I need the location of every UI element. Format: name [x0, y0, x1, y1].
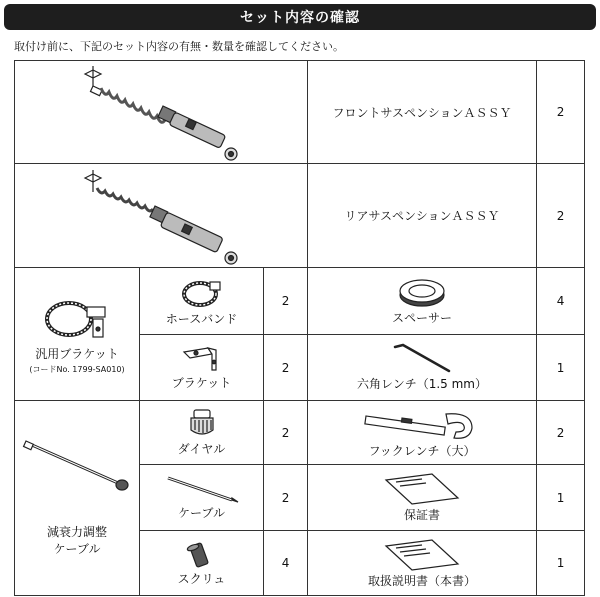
bracket-icon [180, 344, 224, 374]
hook-wrench-qty: 2 [556, 425, 565, 440]
screw-label: スクリュ [177, 571, 226, 586]
cable-label: ケーブル [178, 506, 225, 520]
rear-suspension-qty: 2 [556, 208, 565, 223]
hook-wrench-qty-cell [537, 401, 585, 465]
cable-qty-cell [264, 465, 308, 531]
coilover-rear-icon [71, 166, 251, 266]
table-row [15, 401, 585, 465]
hex-wrench-icon [387, 343, 457, 375]
screw-icon [185, 540, 219, 570]
dial-icon [185, 408, 219, 440]
hook-wrench-cell [308, 401, 537, 465]
dial-cell [140, 401, 264, 465]
cable-group-title-line1: 減衰力調整 [46, 525, 107, 539]
hose-clamp-bracket-icon [37, 293, 117, 345]
hose-band-label: ホースバンド [165, 311, 238, 326]
cable-cell [140, 465, 264, 531]
front-suspension-qty-cell [537, 61, 585, 164]
hose-band-qty-cell [264, 268, 308, 335]
bracket-group-cell [15, 268, 140, 401]
rear-suspension-qty-cell [537, 164, 585, 268]
manual-qty-cell [537, 531, 585, 596]
hook-wrench-label: フックレンチ（大） [368, 444, 476, 458]
cable-group-cell [15, 401, 140, 596]
front-suspension-label: フロントサスペンションＡＳＳＹ [332, 105, 512, 120]
spacer-label: スペーサー [392, 310, 453, 325]
cable-icon [162, 474, 242, 504]
front-suspension-name-cell [308, 61, 537, 164]
rear-suspension-name-cell [308, 164, 537, 268]
manual-cell [308, 531, 537, 596]
warranty-qty-cell [537, 465, 585, 531]
screw-cell [140, 531, 264, 596]
cable-qty: 2 [281, 490, 290, 505]
manual-document-icon [382, 538, 462, 572]
spacer-qty: 4 [556, 294, 565, 308]
screw-qty-cell [264, 531, 308, 596]
hex-wrench-qty: 1 [556, 360, 565, 375]
front-suspension-image-cell [15, 61, 308, 164]
dial-qty-cell [264, 401, 308, 465]
spacer-qty-cell [537, 268, 585, 335]
hex-wrench-cell [308, 335, 537, 401]
front-suspension-qty: 2 [556, 105, 565, 119]
hex-wrench-qty-cell [537, 335, 585, 401]
bracket-group-code: (コードNo. 1799-SA010) [29, 365, 125, 374]
parts-table [14, 60, 585, 596]
bracket-qty-cell [264, 335, 308, 401]
bracket-label: ブラケット [171, 376, 232, 390]
spacer-ring-icon [397, 277, 447, 309]
bracket-qty: 2 [281, 360, 290, 375]
instruction-text: 取付け前に、下記のセット内容の有無・数量を確認してください。 [14, 40, 344, 53]
warranty-qty: 1 [556, 490, 565, 505]
coilover-front-icon [71, 62, 251, 162]
dial-label: ダイヤル [177, 442, 226, 456]
table-row [15, 164, 585, 268]
warranty-document-icon [382, 472, 462, 506]
hex-wrench-label: 六角レンチ（1.5 mm） [357, 377, 487, 391]
spacer-cell [308, 268, 537, 335]
table-row [15, 268, 585, 335]
hose-band-icon [180, 276, 224, 310]
hook-wrench-icon [362, 406, 482, 442]
bracket-cell [140, 335, 264, 401]
hose-band-qty: 2 [281, 294, 290, 308]
rear-suspension-label: リアサスペンションＡＳＳＹ [344, 209, 500, 223]
bracket-group-title: 汎用ブラケット [35, 347, 119, 361]
screw-qty: 4 [281, 556, 290, 570]
warranty-cell [308, 465, 537, 531]
rear-suspension-image-cell [15, 164, 308, 268]
header-title: セット内容の確認 [240, 10, 360, 26]
table-row [15, 61, 585, 164]
warranty-label: 保証書 [404, 508, 441, 522]
dial-qty: 2 [281, 425, 290, 440]
section-header [4, 4, 596, 30]
hose-band-cell [140, 268, 264, 335]
damping-cable-icon [22, 439, 132, 499]
cable-group-title-line2: ケーブル [53, 542, 101, 556]
manual-label: 取扱説明書（本書） [368, 573, 477, 588]
manual-qty: 1 [556, 556, 565, 570]
